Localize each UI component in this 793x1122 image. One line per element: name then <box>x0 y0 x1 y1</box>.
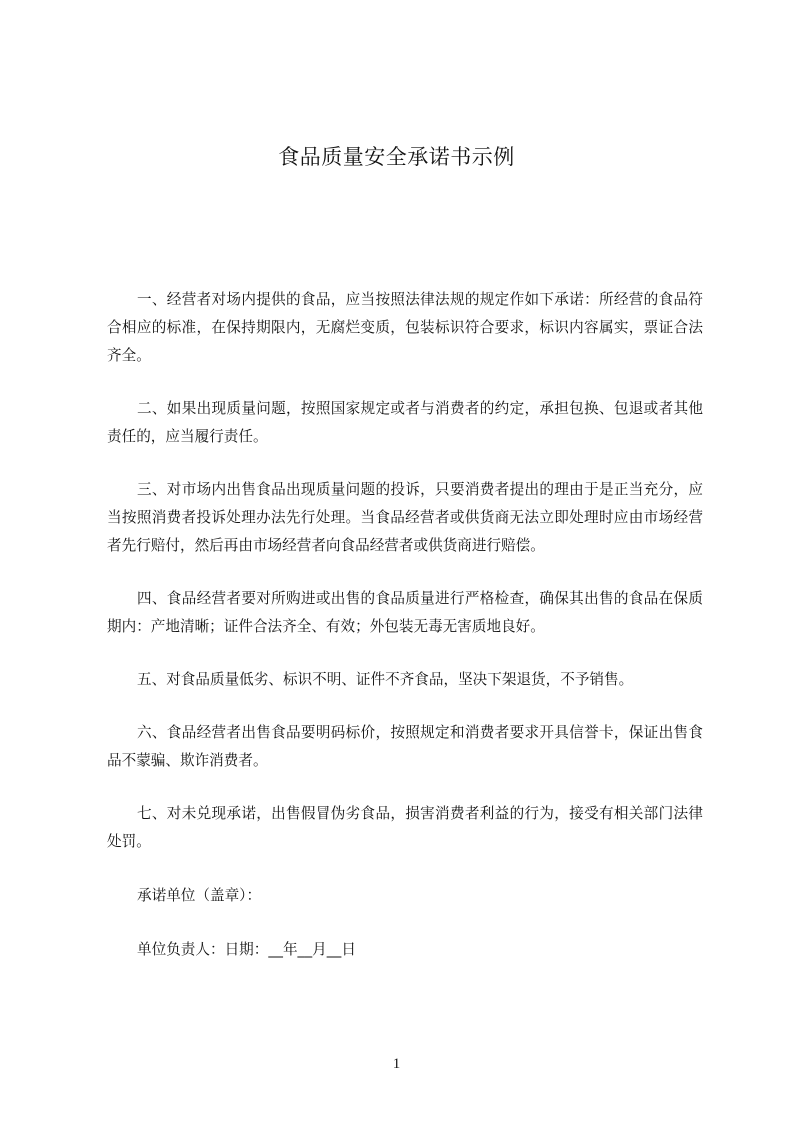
paragraph-7: 七、对未兑现承诺，出售假冒伪劣食品，损害消费者利益的行为，接受有相关部门法律处罚。 <box>107 805 703 850</box>
paragraph-2: 二、如果出现质量问题，按照国家规定或者与消费者的约定，承担包换、包退或者其他责任的，应当履行责任。 <box>107 400 703 445</box>
signature-responsible-date: 单位负责人：日期：__年__月__日 <box>137 941 356 958</box>
page-title: 食品质量安全承诺书示例 <box>278 145 515 169</box>
document-body <box>107 286 703 964</box>
paragraph-5: 五、对食品质量低劣、标识不明、证件不齐食品，坚决下架退货，不予销售。 <box>137 671 634 688</box>
signature-unit: 承诺单位（盖章）： <box>137 887 262 904</box>
page-number: 1 <box>392 1056 401 1072</box>
paragraph-3: 三、对市场内出售食品出现质量问题的投诉，只要消费者提出的理由于是正当充分，应当按照消费者投诉处理办法先行处理。当食品经营者或供货商无法立即处理时应由市场经营者先行赔付，然后再由市场经营者向食品经营者或供货商进行赔偿。 <box>107 481 703 554</box>
paragraph-6: 六、食品经营者出售食品要明码标价，按照规定和消费者要求开具信誉卡，保证出售食品不蒙骗、欺诈消费者。 <box>107 724 703 769</box>
paragraph-1: 一、经营者对场内提供的食品，应当按照法律法规的规定作如下承诺：所经营的食品符合相应的标准，在保持期限内，无腐烂变质，包装标识符合要求，标识内容属实，票证合法齐全。 <box>107 291 703 364</box>
paragraph-4: 四、食品经营者要对所购进或出售的食品质量进行严格检查，确保其出售的食品在保质期内：产地清晰；证件合法齐全、有效；外包装无毒无害质地良好。 <box>107 590 703 635</box>
